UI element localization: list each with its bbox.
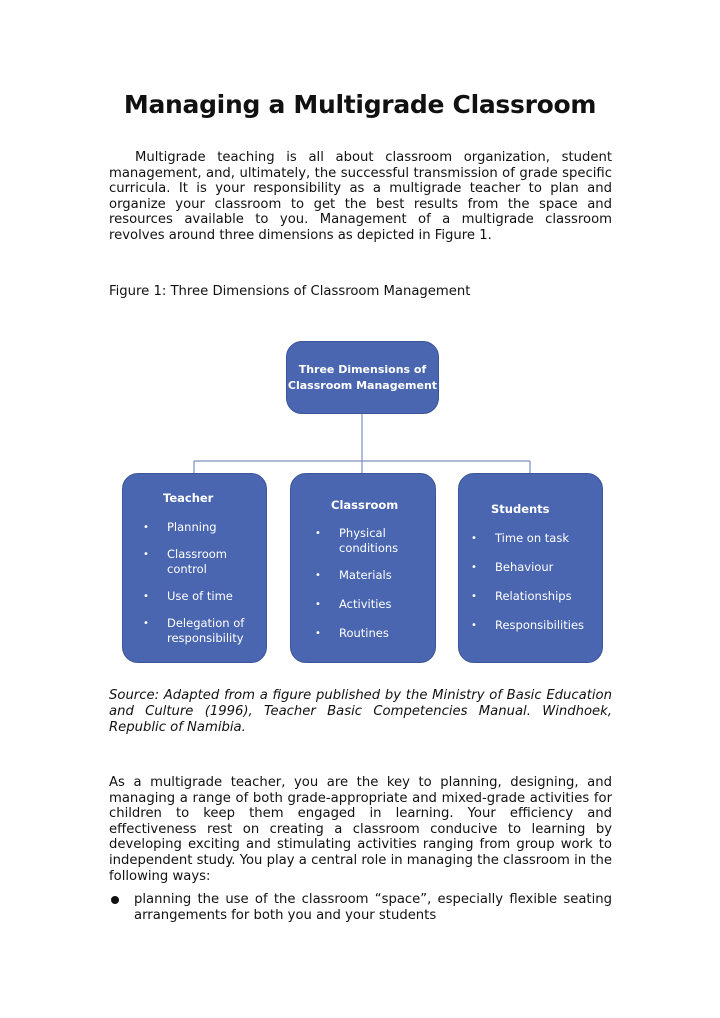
classroom-item: • Materials xyxy=(315,568,425,583)
bullet-list xyxy=(109,892,612,923)
teacher-heading: Teacher xyxy=(163,491,214,505)
teacher-item: • Classroom control xyxy=(143,547,259,577)
teacher-item: • Use of time xyxy=(143,589,259,604)
classroom-item: • Physical conditions xyxy=(315,526,425,556)
students-item: • Responsibilities xyxy=(471,618,599,633)
students-item: • Behaviour xyxy=(471,560,599,575)
root-label-line2: Classroom Management xyxy=(287,378,438,392)
teacher-box xyxy=(122,473,267,663)
classroom-box xyxy=(290,473,436,663)
students-box xyxy=(458,473,603,663)
classroom-item: • Routines xyxy=(315,626,425,641)
students-item: • Relationships xyxy=(471,589,599,604)
body-paragraph: As a multigrade teacher, you are the key to planning, designing, and managing a range of both grade-appropriate and mixed-grade activities for children to keep them engaged in learning. Your efficiency and effectiveness rest on creating a classroom conducive to learning by developing exciting and stimulating activities ranging from group work to independent study. You play a central role in managing the classroom in the following ways: xyxy=(109,775,612,884)
teacher-item: • Planning xyxy=(143,520,259,535)
page-title: Managing a Multigrade Classroom xyxy=(123,90,597,119)
students-list xyxy=(471,531,599,633)
intro-paragraph: Multigrade teaching is all about classroom organization, student management, and, ultimately, the successful transmission of grade specific curricula. It is your responsibility as a multigrade teacher to plan and organize your classroom to get the best results from the space and resources available to you. Management of a multigrade classroom revolves around three dimensions as depicted in Figure 1. xyxy=(109,150,612,243)
teacher-list xyxy=(143,520,259,646)
list-item xyxy=(109,892,612,923)
root-label-line1: Three Dimensions of xyxy=(298,362,427,376)
figure-source-note: Source: Adapted from a figure published by the Ministry of Basic Education and Culture (1996), Teacher Basic Competencies Manual. Windhoek, Republic of Namibia. xyxy=(109,688,612,735)
figure-caption: Figure 1: Three Dimensions of Classroom Management xyxy=(109,284,471,299)
students-item: • Time on task xyxy=(471,531,599,546)
bullet-dot-icon xyxy=(111,896,119,904)
diagram-root-box xyxy=(286,341,439,414)
classroom-heading: Classroom xyxy=(331,498,399,512)
teacher-item: • Delegation of responsibility xyxy=(143,616,259,646)
students-heading: Students xyxy=(491,502,550,516)
classroom-list xyxy=(315,526,425,641)
classroom-item: • Activities xyxy=(315,597,425,612)
list-item-text: planning the use of the classroom “space”, especially flexible seating arrangements for both you and your students xyxy=(134,892,612,923)
